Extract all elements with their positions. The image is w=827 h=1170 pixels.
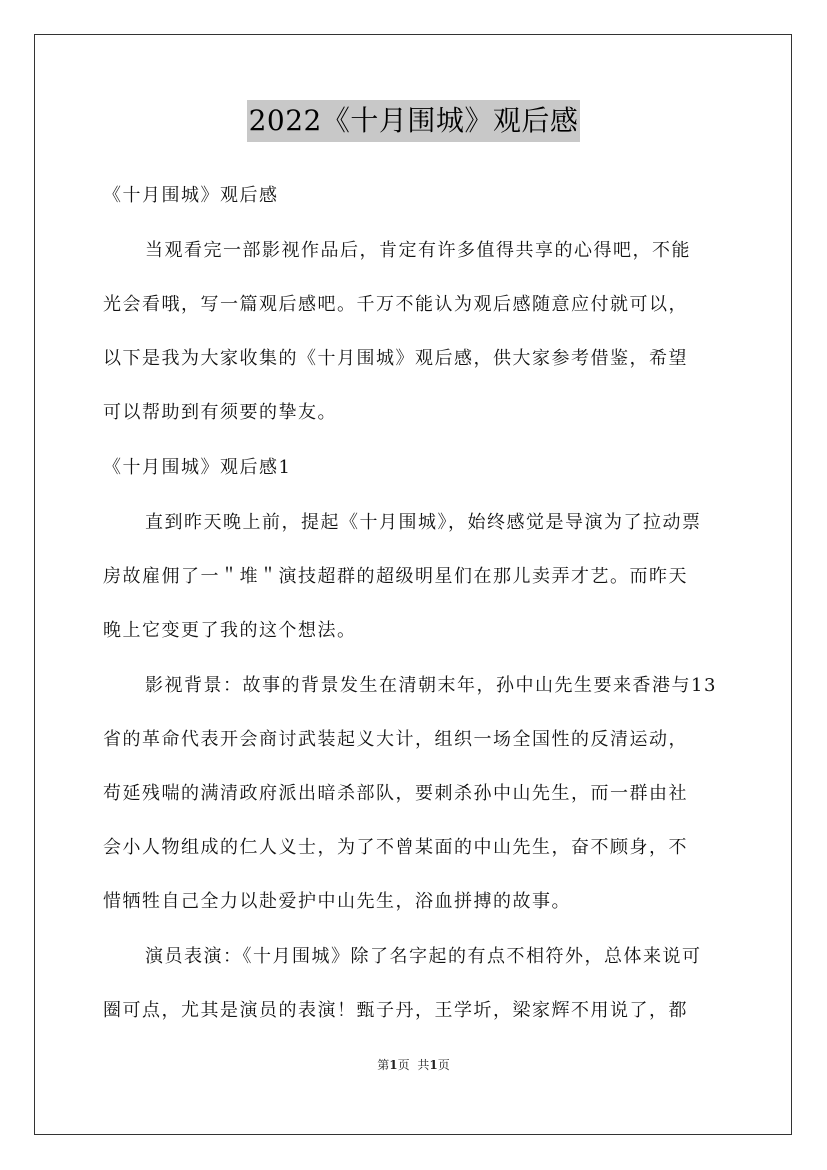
paragraph-line: 晚上它变更了我的这个想法。 [103, 620, 357, 641]
paragraph-line: 以下是我为大家收集的《十月围城》观后感，供大家参考借鉴，希望 [103, 348, 688, 369]
page-footer [0, 1056, 827, 1073]
paragraph-line: 惜牺牲自己全力以赴爱护中山先生，浴血拼搏的故事。 [103, 891, 571, 912]
paragraph-line: 圈可点，尤其是演员的表演！甄子丹，王学圻，梁家辉不用说了，都 [103, 1000, 688, 1021]
total-pages: 1 [429, 1058, 438, 1072]
paragraph-line: 光会看哦，写一篇观后感吧。千万不能认为观后感随意应付就可以， [103, 294, 688, 315]
paragraph-line: 影视背景：故事的背景发生在清朝末年，孙中山先生要来香港与13 [145, 675, 717, 696]
paragraph-line: 房故雇佣了一＂堆＂演技超群的超级明星们在那儿卖弄才艺。而昨天 [103, 566, 688, 587]
paragraph-line: 可以帮助到有须要的挚友。 [103, 402, 337, 423]
total-suffix: 页 [437, 1058, 450, 1072]
page-prefix: 第 [377, 1058, 390, 1072]
paragraph-line: 苟延残喘的满清政府派出暗杀部队，要刺杀孙中山先生，而一群由社 [103, 783, 688, 804]
section-heading: 《十月围城》观后感1 [103, 457, 292, 478]
total-prefix: 共 [417, 1058, 430, 1072]
paragraph-line: 会小人物组成的仁人义士，为了不曾某面的中山先生，奋不顾身，不 [103, 837, 688, 858]
document-title: 2022《十月围城》观后感 [247, 100, 581, 142]
title-container [0, 100, 827, 142]
paragraph-line: 直到昨天晚上前，提起《十月围城》，始终感觉是导演为了拉动票 [145, 512, 702, 533]
page-suffix: 页 [397, 1058, 410, 1072]
page-number: 1 [389, 1058, 398, 1072]
section-heading: 《十月围城》观后感 [103, 185, 279, 206]
paragraph-line: 演员表演：《十月围城》除了名字起的有点不相符外，总体来说可 [145, 946, 702, 967]
paragraph-line: 省的革命代表开会商讨武装起义大计，组织一场全国性的反清运动， [103, 729, 688, 750]
paragraph-line: 当观看完一部影视作品后，肯定有许多值得共享的心得吧，不能 [145, 240, 691, 261]
